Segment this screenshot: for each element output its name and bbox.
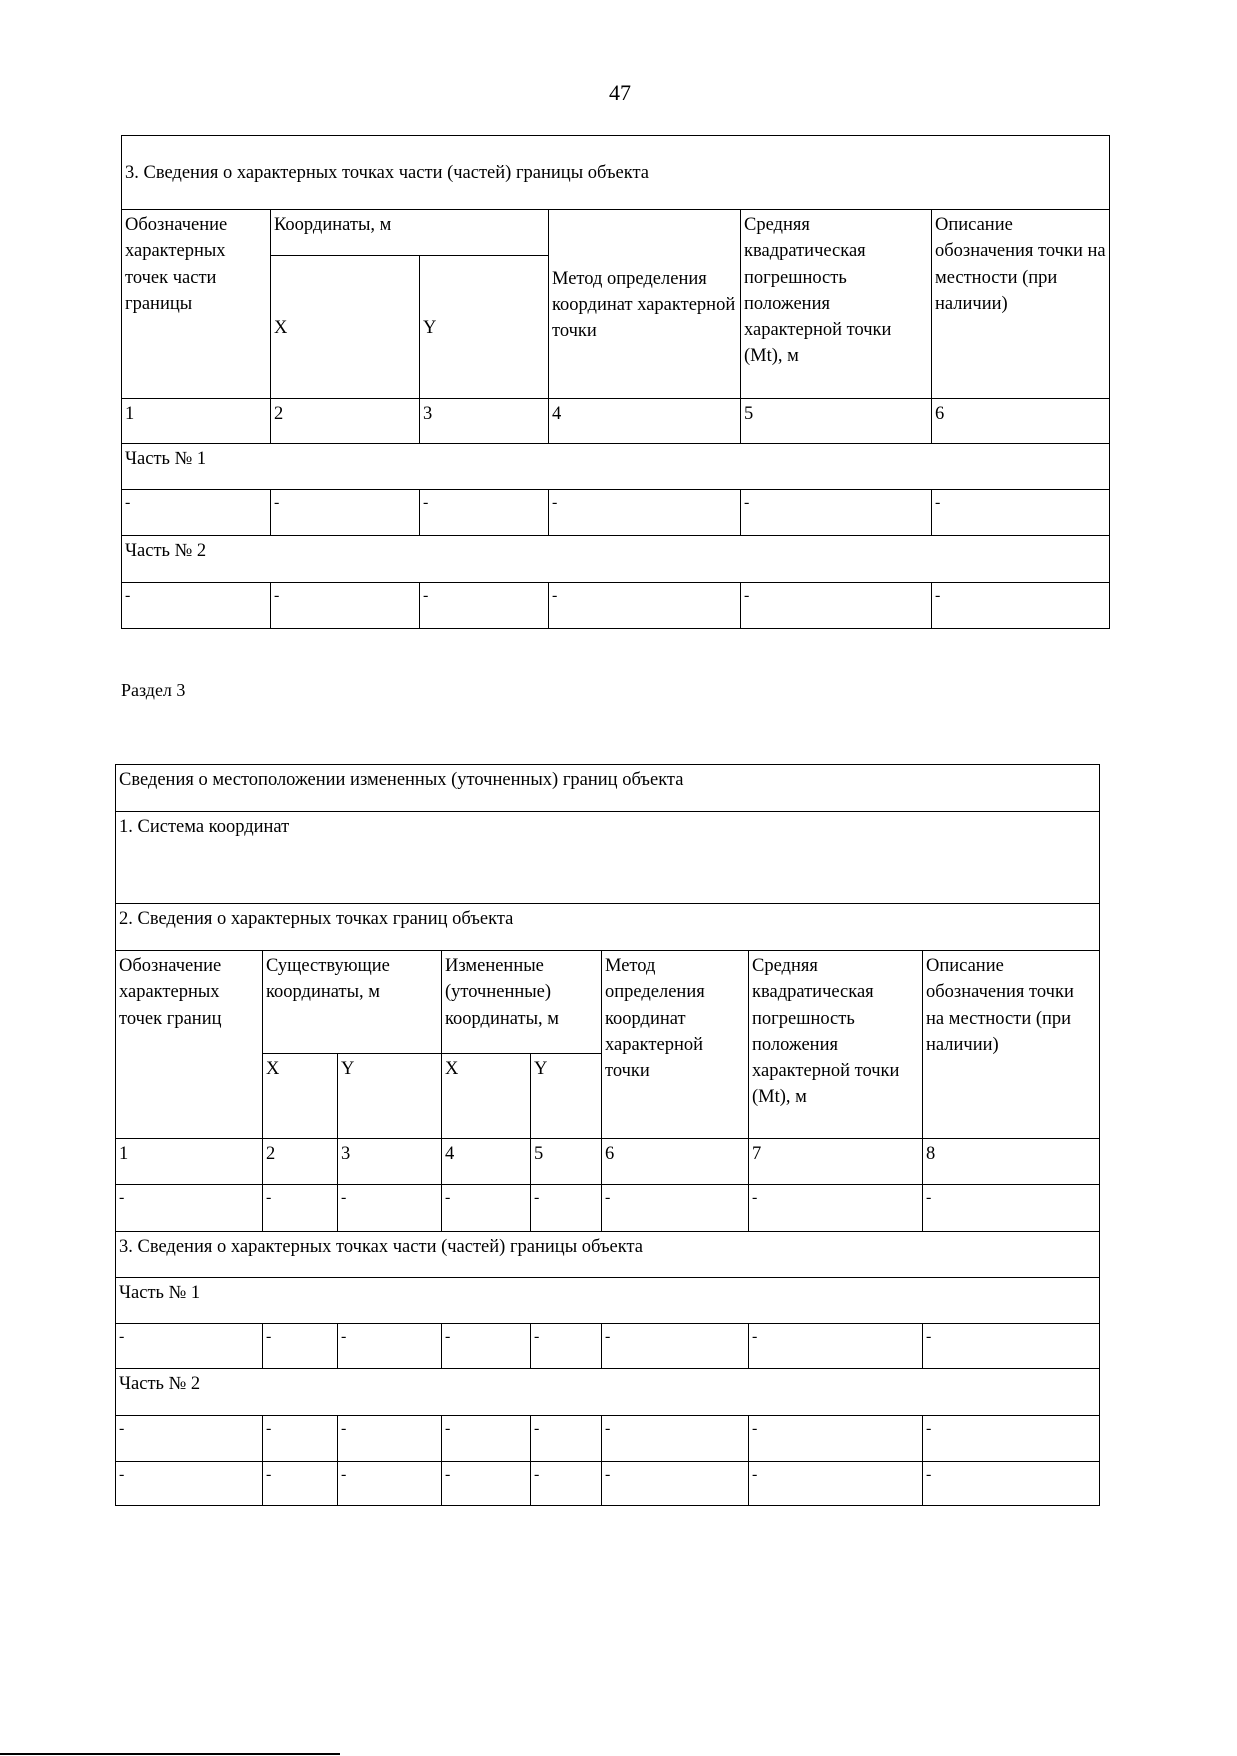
column-number: 5 [741, 399, 932, 444]
column-number: 2 [271, 399, 420, 444]
table-cell: - [338, 1462, 442, 1506]
table-cell: - [741, 490, 932, 536]
table-row [116, 1462, 1100, 1506]
table-cell: - [442, 1185, 531, 1232]
parts-title: 3. Сведения о характерных точках части (частей) границы объекта [116, 1232, 1100, 1278]
table-cell: - [442, 1324, 531, 1369]
table-cell: - [531, 1416, 602, 1462]
column-number: 4 [549, 399, 741, 444]
table-cell: - [932, 583, 1110, 629]
table-cell: - [923, 1462, 1100, 1506]
table-cell: - [338, 1324, 442, 1369]
header-x: X [271, 256, 420, 399]
page-number: 47 [609, 80, 631, 105]
header-coordinates: Координаты, м [271, 210, 549, 256]
table-cell: - [338, 1185, 442, 1232]
part-label: Часть № 1 [122, 444, 1110, 490]
header-error: Средняя квадратическая погрешность положения характерной точки (Mt), м [741, 210, 932, 399]
column-number: 2 [263, 1139, 338, 1185]
part-label: Часть № 1 [116, 1278, 1100, 1324]
table-cell: - [271, 490, 420, 536]
table-cell: - [263, 1324, 338, 1369]
header-method: Метод определения координат характерной точки [549, 210, 741, 399]
header-changed-coordinates: Измененные (уточненные) координаты, м [442, 951, 602, 1054]
table-cell: - [602, 1416, 749, 1462]
table-cell: - [549, 490, 741, 536]
part-label: Часть № 2 [122, 536, 1110, 583]
table-cell: - [442, 1416, 531, 1462]
table-row [116, 1185, 1100, 1232]
table-cell: - [338, 1416, 442, 1462]
table-cell: - [271, 583, 420, 629]
header-y: Y [420, 256, 549, 399]
table-changed-boundaries [115, 764, 1100, 1506]
header-method: Метод определения координат характерной точки [602, 951, 749, 1139]
header-changed-x: X [442, 1054, 531, 1139]
table-cell: - [923, 1185, 1100, 1232]
header-description: Описание обозначения точки на местности (при наличии) [932, 210, 1110, 399]
column-number: 1 [122, 399, 271, 444]
table-cell: - [116, 1185, 263, 1232]
table-row [122, 583, 1110, 629]
table-cell: - [741, 583, 932, 629]
column-number: 5 [531, 1139, 602, 1185]
table-cell: - [263, 1185, 338, 1232]
header-description: Описание обозначения точки на местности (при наличии) [923, 951, 1100, 1139]
table-row [122, 490, 1110, 536]
table-cell: - [749, 1324, 923, 1369]
table-cell: - [923, 1416, 1100, 1462]
header-existing-x: X [263, 1054, 338, 1139]
table-cell: - [923, 1324, 1100, 1369]
table-cell: - [263, 1416, 338, 1462]
table-cell: - [602, 1185, 749, 1232]
section-label: Раздел 3 [121, 680, 186, 700]
table1-title: 3. Сведения о характерных точках части (частей) границы объекта [122, 136, 1110, 210]
table-cell: - [122, 583, 271, 629]
table-cell: - [602, 1324, 749, 1369]
part-label: Часть № 2 [116, 1369, 1100, 1416]
table-cell: - [602, 1462, 749, 1506]
table-cell: - [263, 1462, 338, 1506]
table-cell: - [531, 1185, 602, 1232]
table-cell: - [420, 490, 549, 536]
coordinate-system-caption: 1. Система координат [119, 817, 290, 837]
column-number: 7 [749, 1139, 923, 1185]
column-number: 4 [442, 1139, 531, 1185]
table-cell: - [749, 1462, 923, 1506]
table-cell: - [116, 1462, 263, 1506]
table-cell: - [932, 490, 1110, 536]
table-row [116, 1416, 1100, 1462]
column-number: 8 [923, 1139, 1100, 1185]
table-cell: - [549, 583, 741, 629]
table-cell: - [116, 1324, 263, 1369]
coordinate-system-label [116, 812, 1100, 904]
column-number: 3 [338, 1139, 442, 1185]
table-cell: - [420, 583, 549, 629]
header-error: Средняя квадратическая погрешность положения характерной точки (Mt), м [749, 951, 923, 1139]
points-title: 2. Сведения о характерных точках границ объекта [116, 904, 1100, 951]
table2-title: Сведения о местоположении измененных (уточненных) границ объекта [116, 765, 1100, 812]
table-cell: - [749, 1416, 923, 1462]
footer-rule [0, 1753, 340, 1755]
column-number: 6 [602, 1139, 749, 1185]
table-cell: - [442, 1462, 531, 1506]
header-designation: Обозначение характерных точек части границы [122, 210, 271, 399]
table-cell: - [531, 1462, 602, 1506]
header-existing-y: Y [338, 1054, 442, 1139]
table-cell: - [749, 1185, 923, 1232]
header-existing-coordinates: Существующие координаты, м [263, 951, 442, 1054]
table-row [116, 1324, 1100, 1369]
table-cell: - [531, 1324, 602, 1369]
table-part-boundary-points [121, 135, 1110, 629]
column-number: 6 [932, 399, 1110, 444]
table-cell: - [116, 1416, 263, 1462]
column-number: 3 [420, 399, 549, 444]
column-number: 1 [116, 1139, 263, 1185]
header-changed-y: Y [531, 1054, 602, 1139]
table-cell: - [122, 490, 271, 536]
header-designation: Обозначение характерных точек границ [116, 951, 263, 1139]
